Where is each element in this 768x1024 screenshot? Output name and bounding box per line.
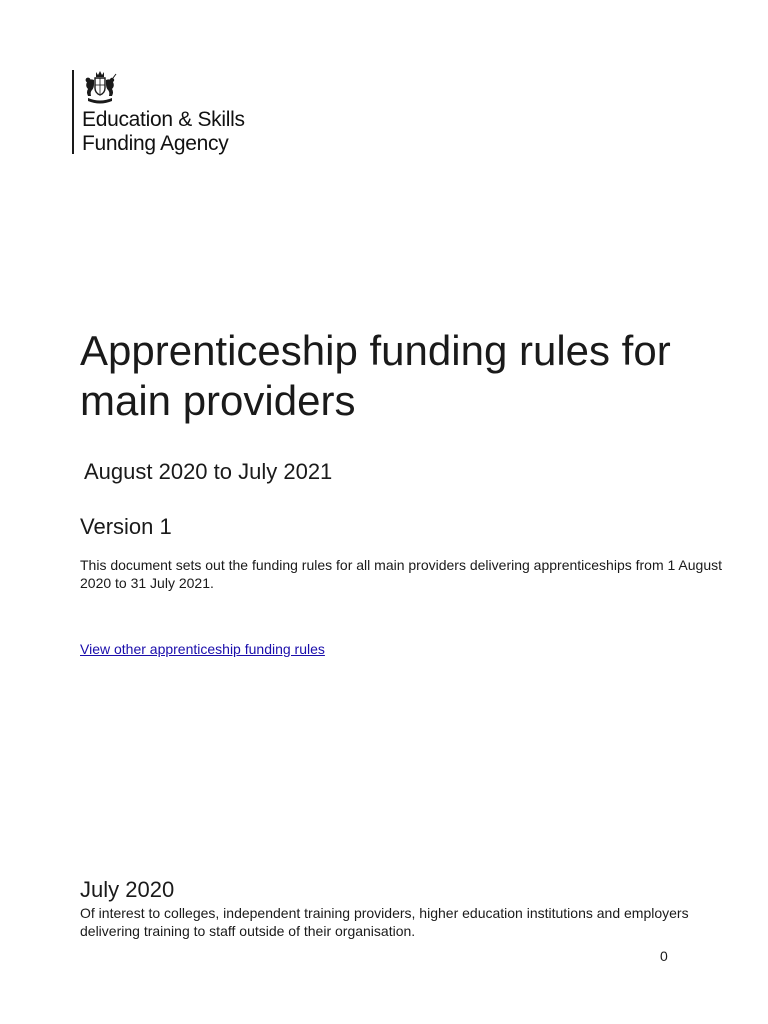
logo-org-name-line1: Education & Skills	[82, 108, 245, 131]
royal-coat-of-arms-icon	[80, 70, 120, 106]
logo-divider	[72, 70, 74, 154]
date-range: August 2020 to July 2021	[84, 459, 333, 484]
publication-date: July 2020	[80, 877, 175, 902]
page-number: 0	[660, 948, 668, 964]
logo-org-name-line2: Funding Agency	[82, 132, 229, 155]
version-label: Version 1	[80, 514, 172, 539]
audience-statement: Of interest to colleges, independent training providers, higher education institutions and employers delivering training to staff outside of their organisation.	[80, 905, 689, 939]
agency-logo	[72, 70, 292, 154]
other-funding-rules-link[interactable]: View other apprenticeship funding rules	[80, 641, 325, 657]
document-title: Apprenticeship funding rules for main providers	[80, 327, 671, 424]
intro-paragraph: This document sets out the funding rules for all main providers delivering apprenticeships from 1 August 2020 to 31 July 2021.	[80, 557, 723, 591]
